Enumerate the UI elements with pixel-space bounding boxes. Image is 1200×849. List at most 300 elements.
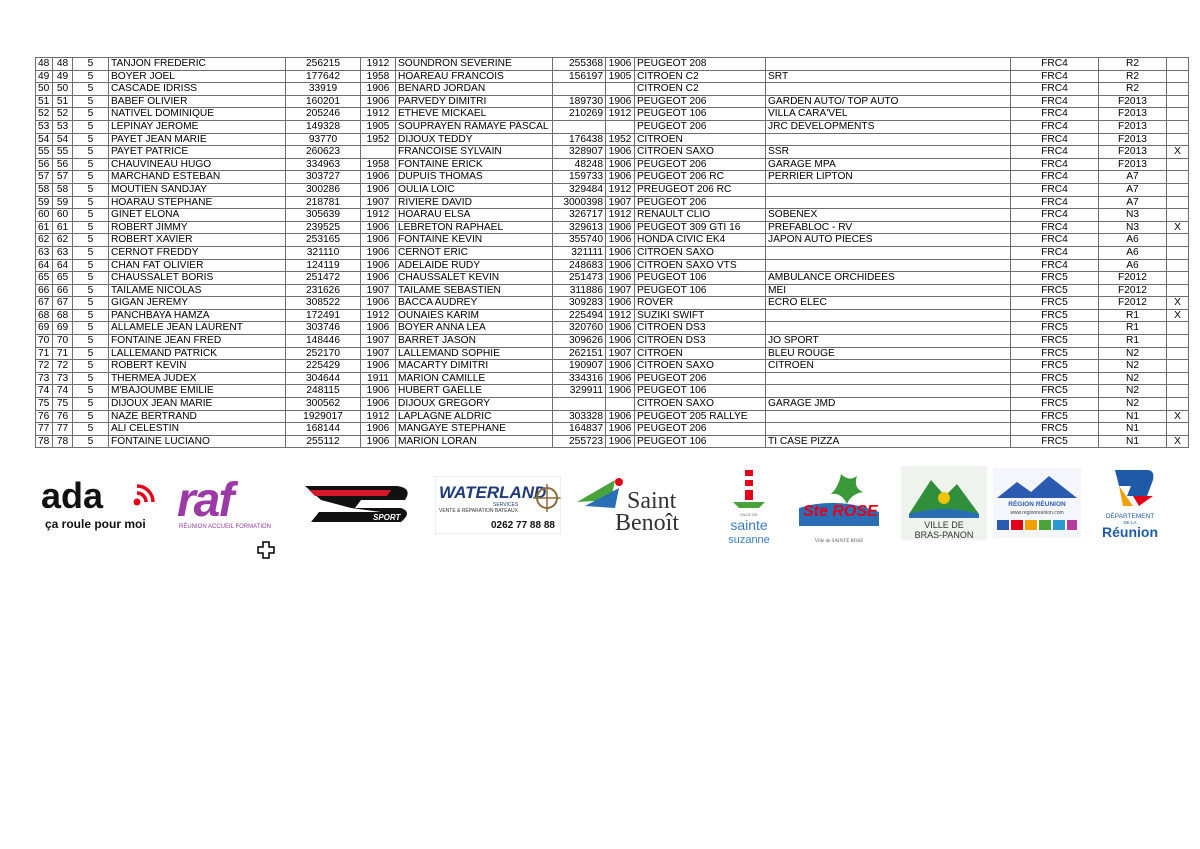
class: A6: [1099, 259, 1167, 272]
driver-name: HOARAU STEPHANE: [109, 196, 286, 209]
codriver-club: 1906: [606, 435, 635, 448]
car-model: PEUGEOT 106: [635, 272, 766, 285]
car-number: 48: [53, 58, 73, 71]
codriver-club: 1906: [606, 335, 635, 348]
sponsor: GARAGE JMD: [766, 398, 1011, 411]
entry-number: 49: [36, 70, 53, 83]
codriver-license: 189730: [553, 95, 606, 108]
codriver-license: 329484: [553, 183, 606, 196]
driver-license: 251472: [286, 272, 361, 285]
driver-license: 304644: [286, 372, 361, 385]
driver-license: 231626: [286, 284, 361, 297]
codriver-license: 326717: [553, 209, 606, 222]
entry-row: [36, 221, 1189, 234]
codriver-name: ADELAIDE RUDY: [396, 259, 553, 272]
codriver-club: 1906: [606, 246, 635, 259]
category: FRC5: [1011, 423, 1099, 436]
car-number: 74: [53, 385, 73, 398]
entry-number: 68: [36, 309, 53, 322]
driver-name: GINET ELONA: [109, 209, 286, 222]
driver-name: LEPINAY JEROME: [109, 120, 286, 133]
flag-mark: [1167, 209, 1189, 222]
sponsor: JAPON AUTO PIECES: [766, 234, 1011, 247]
entry-row: [36, 259, 1189, 272]
flag-mark: X: [1167, 410, 1189, 423]
entry-number: 75: [36, 398, 53, 411]
category: FRC5: [1011, 398, 1099, 411]
car-model: PEUGEOT 205 RALLYE: [635, 410, 766, 423]
ada-logo-graphic: [35, 474, 157, 534]
class-group: 5: [73, 108, 109, 121]
driver-club: 1906: [361, 423, 396, 436]
flag-mark: [1167, 234, 1189, 247]
category: FRC5: [1011, 335, 1099, 348]
waterland-services: SERVICES: [493, 502, 519, 508]
car-model: PEUGEOT 106: [635, 108, 766, 121]
class: F2013: [1099, 95, 1167, 108]
flag-mark: X: [1167, 435, 1189, 448]
codriver-license: 334316: [553, 372, 606, 385]
driver-license: 160201: [286, 95, 361, 108]
sponsor: [766, 196, 1011, 209]
entry-number: 58: [36, 183, 53, 196]
driver-club: [361, 146, 396, 159]
class: A6: [1099, 234, 1167, 247]
codriver-license: 328907: [553, 146, 606, 159]
entry-number: 54: [36, 133, 53, 146]
codriver-club: 1912: [606, 309, 635, 322]
sponsor: [766, 83, 1011, 96]
driver-license: 255112: [286, 435, 361, 448]
class: R1: [1099, 335, 1167, 348]
entry-row: [36, 120, 1189, 133]
flag-mark: [1167, 58, 1189, 71]
waterland-tagline: VENTE & RÉPARATION BATEAUX: [439, 508, 518, 514]
car-number: 69: [53, 322, 73, 335]
sponsor: [766, 246, 1011, 259]
sponsor: [766, 372, 1011, 385]
class-group: 5: [73, 209, 109, 222]
car-number: 68: [53, 309, 73, 322]
sponsor: [766, 385, 1011, 398]
driver-name: FONTAINE LUCIANO: [109, 435, 286, 448]
flag-mark: X: [1167, 146, 1189, 159]
sponsor: VILLA CARA'VEL: [766, 108, 1011, 121]
entry-number: 70: [36, 335, 53, 348]
sponsor: JRC DEVELOPMENTS: [766, 120, 1011, 133]
sponsor: [766, 133, 1011, 146]
class-group: 5: [73, 322, 109, 335]
driver-name: BABEF OLIVIER: [109, 95, 286, 108]
flag-mark: [1167, 183, 1189, 196]
saint-benoit-graphic: [575, 472, 703, 536]
flag-mark: [1167, 120, 1189, 133]
flag-mark: [1167, 322, 1189, 335]
entry-row: [36, 133, 1189, 146]
driver-license: 172491: [286, 309, 361, 322]
car-model: PEUGEOT 206: [635, 158, 766, 171]
class-group: 5: [73, 120, 109, 133]
driver-club: 1906: [361, 297, 396, 310]
car-model: PEUGEOT 206: [635, 95, 766, 108]
class-group: 5: [73, 435, 109, 448]
driver-license: 303746: [286, 322, 361, 335]
bras-panon-logo: [901, 466, 987, 540]
codriver-name: FRANCOISE SYLVAIN: [396, 146, 553, 159]
category: FRC4: [1011, 120, 1099, 133]
entry-number: 53: [36, 120, 53, 133]
departement-reunion-logo: [1093, 466, 1167, 540]
class-group: 5: [73, 133, 109, 146]
flag-mark: [1167, 347, 1189, 360]
codriver-club: 1906: [606, 385, 635, 398]
entry-row: [36, 360, 1189, 373]
category: FRC4: [1011, 70, 1099, 83]
driver-name: ALLAMELE JEAN LAURENT: [109, 322, 286, 335]
driver-name: NATIVEL DOMINIQUE: [109, 108, 286, 121]
class: N3: [1099, 221, 1167, 234]
driver-license: 1929017: [286, 410, 361, 423]
rs-sport-logo: [301, 480, 417, 526]
codriver-license: 248683: [553, 259, 606, 272]
entry-row: [36, 309, 1189, 322]
codriver-club: 1906: [606, 95, 635, 108]
codriver-name: HOARAU ELSA: [396, 209, 553, 222]
codriver-club: 1906: [606, 158, 635, 171]
codriver-club: 1905: [606, 70, 635, 83]
category: FRC4: [1011, 246, 1099, 259]
region-reunion-graphic: [993, 468, 1081, 538]
driver-club: 1905: [361, 120, 396, 133]
sponsor: AMBULANCE ORCHIDEES: [766, 272, 1011, 285]
car-number: 77: [53, 423, 73, 436]
codriver-license: 309283: [553, 297, 606, 310]
class: A7: [1099, 183, 1167, 196]
class-group: 5: [73, 95, 109, 108]
driver-club: 1906: [361, 322, 396, 335]
flag-mark: [1167, 70, 1189, 83]
driver-club: 1906: [361, 259, 396, 272]
car-number: 75: [53, 398, 73, 411]
sponsor: BLEU ROUGE: [766, 347, 1011, 360]
bras-panon-line2: BRAS-PANON: [914, 530, 974, 540]
car-model: CITROEN SAXO: [635, 360, 766, 373]
car-number: 64: [53, 259, 73, 272]
category: FRC4: [1011, 95, 1099, 108]
ada-tagline: ça roule pour moi: [45, 517, 146, 531]
driver-name: LALLEMAND PATRICK: [109, 347, 286, 360]
class-group: 5: [73, 360, 109, 373]
driver-club: 1912: [361, 108, 396, 121]
driver-club: 1912: [361, 309, 396, 322]
car-model: PEUGEOT 206: [635, 120, 766, 133]
flag-mark: [1167, 360, 1189, 373]
codriver-license: 210269: [553, 108, 606, 121]
sponsor: [766, 309, 1011, 322]
codriver-club: 1906: [606, 58, 635, 71]
driver-name: M'BAJOUMBE EMILIE: [109, 385, 286, 398]
sponsor: [766, 183, 1011, 196]
entry-row: [36, 372, 1189, 385]
car-number: 56: [53, 158, 73, 171]
driver-license: 256215: [286, 58, 361, 71]
sainte-rose-tagline: Ville de SAINTE ROSE: [814, 539, 864, 544]
flag-mark: [1167, 158, 1189, 171]
class-group: 5: [73, 347, 109, 360]
category: FRC5: [1011, 309, 1099, 322]
driver-license: 93770: [286, 133, 361, 146]
entry-row: [36, 108, 1189, 121]
entry-row: [36, 234, 1189, 247]
entry-row: [36, 196, 1189, 209]
car-model: CITROEN DS3: [635, 335, 766, 348]
car-number: 71: [53, 347, 73, 360]
driver-name: TANJON FREDERIC: [109, 58, 286, 71]
car-number: 57: [53, 171, 73, 184]
codriver-club: 1952: [606, 133, 635, 146]
codriver-club: 1906: [606, 360, 635, 373]
class: A7: [1099, 171, 1167, 184]
entry-row: [36, 183, 1189, 196]
flag-mark: [1167, 385, 1189, 398]
driver-license: 168144: [286, 423, 361, 436]
driver-name: PAYET JEAN MARIE: [109, 133, 286, 146]
codriver-name: FONTAINE KEVIN: [396, 234, 553, 247]
driver-club: 1906: [361, 385, 396, 398]
saint-benoit-line2: Benoît: [615, 510, 679, 536]
ada-wordmark: ada: [41, 475, 104, 516]
car-number: 51: [53, 95, 73, 108]
driver-club: 1906: [361, 183, 396, 196]
class-group: 5: [73, 385, 109, 398]
car-number: 70: [53, 335, 73, 348]
car-model: PEUGEOT 206: [635, 372, 766, 385]
driver-club: 1958: [361, 70, 396, 83]
driver-name: ROBERT KEVIN: [109, 360, 286, 373]
codriver-name: DIJOUX GREGORY: [396, 398, 553, 411]
region-title: RÉGION RÉUNION: [1008, 501, 1066, 508]
category: FRC4: [1011, 234, 1099, 247]
flag-mark: [1167, 398, 1189, 411]
codriver-name: LAPLAGNE ALDRIC: [396, 410, 553, 423]
car-model: CITROEN C2: [635, 70, 766, 83]
category: FRC5: [1011, 372, 1099, 385]
codriver-license: 156197: [553, 70, 606, 83]
class-group: 5: [73, 83, 109, 96]
category: FRC5: [1011, 435, 1099, 448]
codriver-club: 1906: [606, 322, 635, 335]
entry-row: [36, 209, 1189, 222]
car-model: SUZIKI SWIFT: [635, 309, 766, 322]
driver-license: 252170: [286, 347, 361, 360]
codriver-license: 321111: [553, 246, 606, 259]
ada-logo: [35, 474, 157, 534]
codriver-club: 1906: [606, 297, 635, 310]
class-group: 5: [73, 410, 109, 423]
driver-club: 1912: [361, 58, 396, 71]
driver-club: 1906: [361, 272, 396, 285]
codriver-name: OUNAIES KARIM: [396, 309, 553, 322]
codriver-name: TAILAME SEBASTIEN: [396, 284, 553, 297]
entry-row: [36, 398, 1189, 411]
entry-row: [36, 385, 1189, 398]
codriver-name: SOUNDRON SEVERINE: [396, 58, 553, 71]
codriver-license: 329613: [553, 221, 606, 234]
codriver-license: 225494: [553, 309, 606, 322]
category: FRC4: [1011, 196, 1099, 209]
sponsor: SSR: [766, 146, 1011, 159]
driver-name: FONTAINE JEAN FRED: [109, 335, 286, 348]
entry-number: 65: [36, 272, 53, 285]
bras-panon-line1: VILLE DE: [924, 520, 964, 530]
car-number: 62: [53, 234, 73, 247]
driver-name: BOYER JOEL: [109, 70, 286, 83]
class-group: 5: [73, 297, 109, 310]
car-number: 73: [53, 372, 73, 385]
driver-club: 1907: [361, 284, 396, 297]
driver-club: 1906: [361, 95, 396, 108]
driver-license: 308522: [286, 297, 361, 310]
entry-row: [36, 58, 1189, 71]
car-number: 65: [53, 272, 73, 285]
car-model: PEUGEOT 106: [635, 284, 766, 297]
codriver-license: 164837: [553, 423, 606, 436]
codriver-name: FONTAINE ERICK: [396, 158, 553, 171]
entry-number: 73: [36, 372, 53, 385]
driver-license: 177642: [286, 70, 361, 83]
codriver-license: 255723: [553, 435, 606, 448]
entry-number: 78: [36, 435, 53, 448]
car-number: 66: [53, 284, 73, 297]
codriver-name: OULIA LOIC: [396, 183, 553, 196]
class: F2013: [1099, 133, 1167, 146]
departement-graphic: [1093, 466, 1167, 540]
codriver-club: 1907: [606, 347, 635, 360]
sainte-suzanne-logo: [715, 466, 783, 546]
entry-number: 72: [36, 360, 53, 373]
driver-name: CERNOT FREDDY: [109, 246, 286, 259]
rs-sport-label: SPORT: [373, 513, 401, 522]
entry-number: 74: [36, 385, 53, 398]
codriver-name: DIJOUX TEDDY: [396, 133, 553, 146]
entry-row: [36, 347, 1189, 360]
sponsor: GARAGE MPA: [766, 158, 1011, 171]
class-group: 5: [73, 372, 109, 385]
class: N1: [1099, 410, 1167, 423]
driver-club: 1906: [361, 83, 396, 96]
car-number: 59: [53, 196, 73, 209]
class-group: 5: [73, 58, 109, 71]
driver-name: PAYET PATRICE: [109, 146, 286, 159]
entry-number: 69: [36, 322, 53, 335]
car-number: 72: [53, 360, 73, 373]
codriver-name: MANGAYE STEPHANE: [396, 423, 553, 436]
entry-number: 77: [36, 423, 53, 436]
category: FRC5: [1011, 272, 1099, 285]
entry-row: [36, 423, 1189, 436]
driver-name: PANCHBAYA HAMZA: [109, 309, 286, 322]
sainte-suzanne-small: VILLE DE: [740, 512, 758, 517]
codriver-license: [553, 398, 606, 411]
driver-name: GIGAN JEREMY: [109, 297, 286, 310]
codriver-club: 1907: [606, 284, 635, 297]
codriver-club: 1906: [606, 372, 635, 385]
codriver-name: RIVIERE DAVID: [396, 196, 553, 209]
car-number: 54: [53, 133, 73, 146]
codriver-license: 303328: [553, 410, 606, 423]
class: N2: [1099, 347, 1167, 360]
raf-tagline: RÉUNION ACCUEIL FORMATION: [179, 524, 272, 530]
driver-license: 300562: [286, 398, 361, 411]
entry-number: 66: [36, 284, 53, 297]
sainte-rose-graphic: [797, 468, 881, 546]
car-model: CITROEN SAXO: [635, 398, 766, 411]
departement-line3: Réunion: [1102, 524, 1158, 540]
raf-logo-graphic: [175, 476, 297, 532]
class-group: 5: [73, 398, 109, 411]
codriver-license: [553, 120, 606, 133]
codriver-license: 190907: [553, 360, 606, 373]
class: F2013: [1099, 120, 1167, 133]
class-group: 5: [73, 246, 109, 259]
class: F2013: [1099, 158, 1167, 171]
codriver-club: 1912: [606, 108, 635, 121]
sponsor: ECRO ELEC: [766, 297, 1011, 310]
codriver-club: 1906: [606, 272, 635, 285]
codriver-license: 329911: [553, 385, 606, 398]
move-cursor-icon: [257, 541, 275, 559]
driver-name: CASCADE IDRISS: [109, 83, 286, 96]
sainte-rose-wordmark: Ste ROSE: [803, 503, 878, 520]
sponsor: PREFABLOC - RV: [766, 221, 1011, 234]
codriver-name: BOYER ANNA LEA: [396, 322, 553, 335]
driver-license: 148446: [286, 335, 361, 348]
flag-mark: [1167, 423, 1189, 436]
driver-license: 334963: [286, 158, 361, 171]
codriver-name: MACARTY DIMITRI: [396, 360, 553, 373]
driver-club: 1907: [361, 347, 396, 360]
codriver-license: 159733: [553, 171, 606, 184]
entry-row: [36, 435, 1189, 448]
car-model: PEUGEOT 106: [635, 385, 766, 398]
driver-name: CHAUSSALET BORIS: [109, 272, 286, 285]
class: N2: [1099, 385, 1167, 398]
car-number: 49: [53, 70, 73, 83]
entry-number: 52: [36, 108, 53, 121]
car-model: CITROEN: [635, 347, 766, 360]
driver-club: 1906: [361, 398, 396, 411]
driver-club: 1912: [361, 209, 396, 222]
entry-number: 57: [36, 171, 53, 184]
codriver-name: HOAREAU FRANCOIS: [396, 70, 553, 83]
class: N1: [1099, 435, 1167, 448]
car-model: ROVER: [635, 297, 766, 310]
entry-row: [36, 272, 1189, 285]
flag-mark: [1167, 108, 1189, 121]
driver-club: 1907: [361, 335, 396, 348]
sponsor: SRT: [766, 70, 1011, 83]
entry-row: [36, 171, 1189, 184]
category: FRC4: [1011, 83, 1099, 96]
departement-line1: DÉPARTEMENT: [1105, 513, 1155, 520]
car-model: PREUGEOT 206 RC: [635, 183, 766, 196]
driver-name: MARCHAND ESTEBAN: [109, 171, 286, 184]
class-group: 5: [73, 284, 109, 297]
class: R2: [1099, 83, 1167, 96]
sainte-suzanne-line1: sainte: [730, 517, 768, 533]
driver-name: THERMEA JUDEX: [109, 372, 286, 385]
category: FRC4: [1011, 133, 1099, 146]
